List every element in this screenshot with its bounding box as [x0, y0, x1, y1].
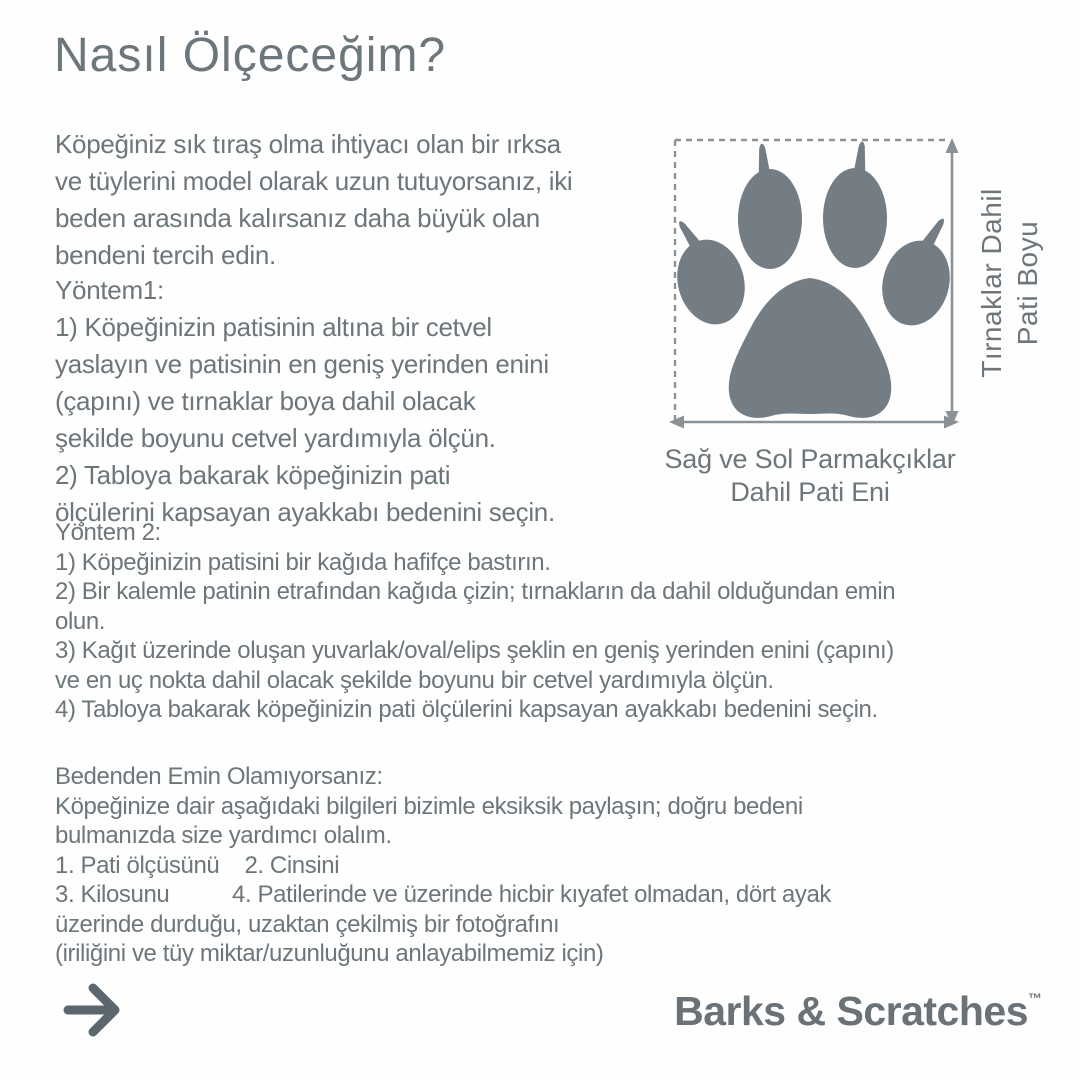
text-line: ve tüylerini model olarak uzun tutuyorsanız, iki — [55, 166, 573, 196]
trademark-symbol: ™ — [1028, 990, 1042, 1006]
sizing-help-lines — [55, 792, 1055, 969]
paw-shape — [668, 141, 959, 418]
intro-paragraph — [55, 126, 645, 274]
text-line: (iriliğini ve tüy miktar/uzunluğunu anlayabilmemiz için) — [55, 940, 604, 967]
method-2-steps — [55, 548, 1055, 725]
method-1-heading: Yöntem1: — [55, 275, 164, 305]
arrow-right-icon[interactable] — [62, 980, 132, 1040]
text-line: şekilde boyunu cetvel yardımıyla ölçün. — [55, 423, 496, 453]
text-line: 2) Tabloya bakarak köpeğinizin pati — [55, 460, 451, 490]
paw-width-label: Sağ ve Sol Parmakçıklar Dahil Pati Eni — [664, 444, 956, 507]
text-line: yaslayın ve patisinin en geniş yerinden enini — [55, 349, 549, 379]
sizing-help-section — [55, 762, 1055, 969]
brand-logo: Barks & Scratches™ — [674, 988, 1042, 1034]
page-title: Nasıl Ölçeceğim? — [54, 29, 447, 82]
sizing-help-heading: Bedenden Emin Olamıyorsanız: — [55, 763, 383, 790]
text-line: 3. Kilosunu 4. Patilerinde ve üzerinde hicbir kıyafet olmadan, dört ayak — [55, 881, 832, 908]
method-2-section — [55, 518, 1055, 725]
paw-print-icon — [655, 128, 965, 438]
text-line: 4) Tabloya bakarak köpeğinizin pati ölçülerini kapsayan ayakkabı bedenini seçin. — [55, 696, 878, 723]
text-line: ve en uç nokta dahil olacak şekilde boyunu bir cetvel yardımıyla ölçün. — [55, 666, 774, 694]
horizontal-measure-arrow — [669, 416, 959, 429]
text-line: (çapını) ve tırnaklar boya dahil olacak — [55, 386, 476, 416]
text-line: Köpeğinize dair aşağıdaki bilgileri bizimle eksiksik paylaşın; doğru bedeni — [55, 792, 803, 820]
method-2-heading: Yöntem 2: — [55, 519, 161, 546]
text-line: 1. Pati ölçüsünü 2. Cinsini — [55, 851, 340, 879]
text-line: Köpeğiniz sık tıraş olma ihtiyacı olan bir ırksa — [55, 129, 561, 159]
text-line: 3) Kağıt üzerinde oluşan yuvarlak/oval/elips şeklin en geniş yerinden enini (çapını) — [55, 637, 894, 664]
text-line: 2) Bir kalemle patinin etrafından kağıda çizin; tırnakların da dahil olduğundan emin — [55, 578, 896, 605]
vertical-axis-label-wrap — [960, 128, 1060, 438]
text-line: üzerinde durduğu, uzaktan çekilmiş bir fotoğrafını — [55, 910, 560, 938]
text-line: 1) Köpeğinizin patisinin altına bir cetvel — [55, 312, 492, 342]
paw-height-label: Tırnaklar Dahil Pati Boyu — [976, 188, 1043, 378]
text-line: bendeni tercih edin. — [55, 240, 276, 270]
text-line: ölçülerini kapsayan ayakkabı bedenini seçin. — [55, 497, 555, 527]
text-line: beden arasında kalırsanız daha büyük olan — [55, 203, 540, 233]
text-line: olun. — [55, 607, 106, 635]
text-line: bulmanızda size yardımcı olalım. — [55, 822, 392, 849]
method-1-steps — [55, 309, 645, 531]
method-1-section — [55, 272, 645, 531]
text-line: 1) Köpeğinizin patisini bir kağıda hafifçe bastırın. — [55, 548, 551, 576]
